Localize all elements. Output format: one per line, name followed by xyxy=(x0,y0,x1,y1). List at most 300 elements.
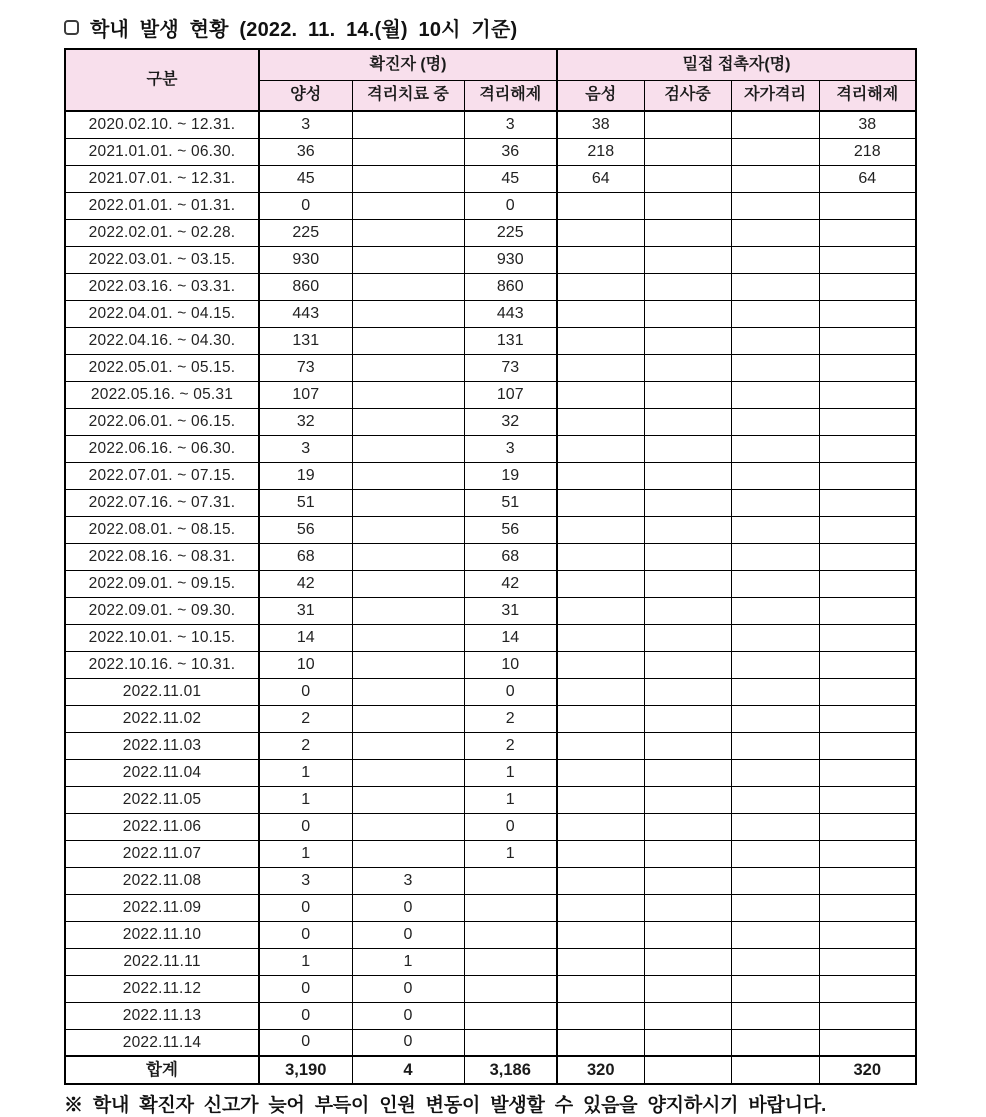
table-row xyxy=(65,381,916,408)
total-value-cell: 3,190 xyxy=(259,1056,352,1084)
value-cell xyxy=(557,408,644,435)
value-cell: 2 xyxy=(259,705,352,732)
value-cell: 0 xyxy=(259,192,352,219)
period-cell: 2022.09.01. ~ 09.30. xyxy=(65,597,259,624)
value-cell xyxy=(464,921,557,948)
table-header xyxy=(65,49,916,111)
value-cell xyxy=(819,1002,916,1029)
period-cell: 2022.05.16. ~ 05.31 xyxy=(65,381,259,408)
value-cell: 225 xyxy=(464,219,557,246)
total-value-cell: 4 xyxy=(352,1056,464,1084)
value-cell xyxy=(644,651,731,678)
footnote: ※ 학내 확진자 신고가 늦어 부득이 인원 변동이 발생할 수 있음을 양지하시기 바랍니다. xyxy=(64,1095,827,1116)
value-cell xyxy=(731,597,819,624)
value-cell xyxy=(644,138,731,165)
value-cell xyxy=(557,948,644,975)
value-cell xyxy=(352,111,464,138)
value-cell: 930 xyxy=(464,246,557,273)
table-row xyxy=(65,678,916,705)
value-cell: 19 xyxy=(464,462,557,489)
table-row xyxy=(65,300,916,327)
value-cell xyxy=(731,246,819,273)
value-cell xyxy=(352,192,464,219)
value-cell xyxy=(644,219,731,246)
period-cell: 2021.07.01. ~ 12.31. xyxy=(65,165,259,192)
value-cell: 860 xyxy=(259,273,352,300)
period-cell: 2022.07.16. ~ 07.31. xyxy=(65,489,259,516)
page-title-text: 학내 발생 현황 (2022. 11. 14.(월) 10시 기준) xyxy=(90,19,518,41)
period-cell: 2022.11.14 xyxy=(65,1029,259,1056)
value-cell xyxy=(644,975,731,1002)
period-cell: 2022.07.01. ~ 07.15. xyxy=(65,462,259,489)
table-row xyxy=(65,273,916,300)
value-cell: 31 xyxy=(259,597,352,624)
period-cell: 2022.11.12 xyxy=(65,975,259,1002)
value-cell xyxy=(731,948,819,975)
period-cell: 2022.11.03 xyxy=(65,732,259,759)
value-cell xyxy=(352,786,464,813)
value-cell xyxy=(644,624,731,651)
header-category: 구분 xyxy=(65,49,259,111)
period-cell: 2022.11.05 xyxy=(65,786,259,813)
table-row xyxy=(65,165,916,192)
table-row xyxy=(65,354,916,381)
table-row xyxy=(65,543,916,570)
value-cell xyxy=(731,921,819,948)
value-cell xyxy=(644,273,731,300)
value-cell: 3 xyxy=(259,435,352,462)
value-cell xyxy=(731,435,819,462)
value-cell xyxy=(731,300,819,327)
value-cell: 0 xyxy=(259,1002,352,1029)
table-row xyxy=(65,813,916,840)
value-cell xyxy=(557,462,644,489)
value-cell xyxy=(819,246,916,273)
period-cell: 2022.03.16. ~ 03.31. xyxy=(65,273,259,300)
campus-case-status-table xyxy=(64,48,917,1085)
value-cell: 68 xyxy=(464,543,557,570)
value-cell xyxy=(819,543,916,570)
value-cell xyxy=(819,1029,916,1056)
value-cell xyxy=(557,327,644,354)
value-cell xyxy=(819,921,916,948)
value-cell xyxy=(731,165,819,192)
value-cell xyxy=(731,381,819,408)
value-cell: 0 xyxy=(259,678,352,705)
value-cell xyxy=(819,192,916,219)
value-cell: 218 xyxy=(557,138,644,165)
value-cell: 14 xyxy=(259,624,352,651)
value-cell xyxy=(557,867,644,894)
value-cell xyxy=(557,219,644,246)
value-cell: 131 xyxy=(259,327,352,354)
value-cell xyxy=(731,138,819,165)
value-cell xyxy=(557,354,644,381)
value-cell xyxy=(352,705,464,732)
value-cell xyxy=(352,354,464,381)
rounded-square-outline-icon xyxy=(64,20,79,35)
period-cell: 2022.02.01. ~ 02.28. xyxy=(65,219,259,246)
value-cell xyxy=(352,246,464,273)
value-cell xyxy=(819,489,916,516)
value-cell: 0 xyxy=(464,813,557,840)
value-cell xyxy=(557,192,644,219)
value-cell xyxy=(464,948,557,975)
value-cell xyxy=(644,867,731,894)
value-cell xyxy=(644,813,731,840)
value-cell xyxy=(731,1002,819,1029)
value-cell xyxy=(819,597,916,624)
value-cell xyxy=(644,894,731,921)
value-cell xyxy=(644,705,731,732)
header-sub-contact-released: 격리해제 xyxy=(819,80,916,111)
value-cell xyxy=(557,813,644,840)
period-cell: 2022.11.01 xyxy=(65,678,259,705)
value-cell xyxy=(557,975,644,1002)
value-cell: 31 xyxy=(464,597,557,624)
table-row xyxy=(65,462,916,489)
value-cell xyxy=(557,651,644,678)
table-row xyxy=(65,921,916,948)
value-cell xyxy=(819,894,916,921)
value-cell xyxy=(731,516,819,543)
value-cell xyxy=(352,300,464,327)
value-cell: 68 xyxy=(259,543,352,570)
value-cell: 64 xyxy=(819,165,916,192)
value-cell xyxy=(819,516,916,543)
value-cell: 56 xyxy=(464,516,557,543)
value-cell: 0 xyxy=(352,975,464,1002)
value-cell xyxy=(731,894,819,921)
value-cell xyxy=(644,597,731,624)
value-cell xyxy=(352,516,464,543)
value-cell: 19 xyxy=(259,462,352,489)
value-cell xyxy=(557,489,644,516)
value-cell xyxy=(819,759,916,786)
value-cell: 443 xyxy=(259,300,352,327)
period-cell: 2022.11.06 xyxy=(65,813,259,840)
value-cell xyxy=(557,732,644,759)
value-cell xyxy=(644,327,731,354)
period-cell: 2022.06.16. ~ 06.30. xyxy=(65,435,259,462)
value-cell xyxy=(731,759,819,786)
value-cell xyxy=(464,1029,557,1056)
value-cell: 0 xyxy=(259,894,352,921)
value-cell xyxy=(819,273,916,300)
value-cell: 32 xyxy=(464,408,557,435)
period-cell: 2022.05.01. ~ 05.15. xyxy=(65,354,259,381)
value-cell xyxy=(819,786,916,813)
value-cell xyxy=(352,651,464,678)
table-row xyxy=(65,786,916,813)
value-cell xyxy=(352,813,464,840)
value-cell: 45 xyxy=(259,165,352,192)
value-cell xyxy=(644,543,731,570)
value-cell: 3 xyxy=(259,111,352,138)
value-cell: 51 xyxy=(464,489,557,516)
value-cell xyxy=(464,894,557,921)
value-cell xyxy=(731,462,819,489)
value-cell: 45 xyxy=(464,165,557,192)
value-cell: 225 xyxy=(259,219,352,246)
value-cell xyxy=(819,408,916,435)
value-cell: 3 xyxy=(259,867,352,894)
value-cell xyxy=(644,840,731,867)
value-cell xyxy=(819,327,916,354)
table-row xyxy=(65,651,916,678)
value-cell: 0 xyxy=(352,894,464,921)
value-cell: 0 xyxy=(352,1029,464,1056)
value-cell xyxy=(644,246,731,273)
value-cell xyxy=(819,678,916,705)
value-cell xyxy=(731,975,819,1002)
period-cell: 2022.08.01. ~ 08.15. xyxy=(65,516,259,543)
total-label-cell: 합계 xyxy=(65,1056,259,1084)
table-row xyxy=(65,138,916,165)
value-cell: 860 xyxy=(464,273,557,300)
value-cell xyxy=(819,732,916,759)
value-cell xyxy=(352,678,464,705)
value-cell xyxy=(557,786,644,813)
value-cell: 51 xyxy=(259,489,352,516)
header-sub-testing: 검사중 xyxy=(644,80,731,111)
header-sub-negative: 음성 xyxy=(557,80,644,111)
value-cell xyxy=(352,732,464,759)
value-cell: 0 xyxy=(464,678,557,705)
header-sub-positive: 양성 xyxy=(259,80,352,111)
value-cell xyxy=(352,165,464,192)
period-cell: 2022.04.01. ~ 04.15. xyxy=(65,300,259,327)
value-cell: 3 xyxy=(464,111,557,138)
value-cell xyxy=(819,300,916,327)
value-cell xyxy=(731,624,819,651)
value-cell xyxy=(557,543,644,570)
total-value-cell: 320 xyxy=(819,1056,916,1084)
value-cell xyxy=(557,1002,644,1029)
table-row xyxy=(65,489,916,516)
value-cell xyxy=(819,948,916,975)
value-cell: 107 xyxy=(259,381,352,408)
value-cell xyxy=(557,1029,644,1056)
value-cell: 1 xyxy=(259,948,352,975)
value-cell xyxy=(819,840,916,867)
value-cell xyxy=(557,246,644,273)
table-row xyxy=(65,705,916,732)
value-cell xyxy=(731,1029,819,1056)
value-cell: 36 xyxy=(259,138,352,165)
value-cell xyxy=(557,921,644,948)
period-cell: 2022.04.16. ~ 04.30. xyxy=(65,327,259,354)
table-row xyxy=(65,948,916,975)
value-cell xyxy=(352,138,464,165)
value-cell xyxy=(819,219,916,246)
table-row xyxy=(65,111,916,138)
value-cell: 0 xyxy=(259,1029,352,1056)
value-cell xyxy=(644,759,731,786)
value-cell xyxy=(644,732,731,759)
value-cell: 38 xyxy=(557,111,644,138)
value-cell xyxy=(557,300,644,327)
value-cell: 3 xyxy=(464,435,557,462)
table-row xyxy=(65,894,916,921)
value-cell: 1 xyxy=(464,786,557,813)
value-cell xyxy=(557,597,644,624)
period-cell: 2022.11.07 xyxy=(65,840,259,867)
period-cell: 2022.11.10 xyxy=(65,921,259,948)
value-cell xyxy=(731,867,819,894)
value-cell: 1 xyxy=(259,759,352,786)
value-cell: 107 xyxy=(464,381,557,408)
value-cell xyxy=(557,381,644,408)
value-cell: 38 xyxy=(819,111,916,138)
period-cell: 2022.03.01. ~ 03.15. xyxy=(65,246,259,273)
header-group-row xyxy=(65,49,916,80)
period-cell: 2022.08.16. ~ 08.31. xyxy=(65,543,259,570)
value-cell xyxy=(557,570,644,597)
period-cell: 2020.02.10. ~ 12.31. xyxy=(65,111,259,138)
value-cell: 0 xyxy=(259,921,352,948)
value-cell: 2 xyxy=(464,732,557,759)
value-cell: 2 xyxy=(464,705,557,732)
value-cell xyxy=(352,597,464,624)
value-cell xyxy=(731,408,819,435)
value-cell: 0 xyxy=(352,921,464,948)
period-cell: 2022.09.01. ~ 09.15. xyxy=(65,570,259,597)
value-cell xyxy=(557,435,644,462)
value-cell xyxy=(644,354,731,381)
table-row xyxy=(65,408,916,435)
value-cell xyxy=(819,705,916,732)
value-cell xyxy=(819,975,916,1002)
value-cell xyxy=(731,570,819,597)
value-cell xyxy=(819,435,916,462)
value-cell xyxy=(644,516,731,543)
value-cell xyxy=(557,516,644,543)
value-cell: 1 xyxy=(352,948,464,975)
value-cell xyxy=(644,111,731,138)
value-cell xyxy=(557,678,644,705)
period-cell: 2021.01.01. ~ 06.30. xyxy=(65,138,259,165)
table-row xyxy=(65,624,916,651)
period-cell: 2022.11.13 xyxy=(65,1002,259,1029)
value-cell: 32 xyxy=(259,408,352,435)
value-cell xyxy=(352,435,464,462)
table-row xyxy=(65,975,916,1002)
header-confirmed-group: 확진자 (명) xyxy=(259,49,557,80)
value-cell: 10 xyxy=(464,651,557,678)
value-cell: 0 xyxy=(259,975,352,1002)
table-row xyxy=(65,1002,916,1029)
value-cell: 1 xyxy=(259,786,352,813)
value-cell xyxy=(819,813,916,840)
value-cell xyxy=(644,489,731,516)
value-cell xyxy=(731,327,819,354)
value-cell xyxy=(644,165,731,192)
value-cell xyxy=(557,759,644,786)
total-value-cell: 320 xyxy=(557,1056,644,1084)
value-cell xyxy=(352,408,464,435)
table-row xyxy=(65,759,916,786)
table-row xyxy=(65,570,916,597)
header-sub-released: 격리해제 xyxy=(464,80,557,111)
value-cell xyxy=(644,948,731,975)
value-cell xyxy=(819,624,916,651)
value-cell: 42 xyxy=(259,570,352,597)
value-cell: 36 xyxy=(464,138,557,165)
value-cell xyxy=(731,354,819,381)
table-row xyxy=(65,435,916,462)
table-row xyxy=(65,597,916,624)
value-cell xyxy=(731,273,819,300)
value-cell xyxy=(819,381,916,408)
total-value-cell: 3,186 xyxy=(464,1056,557,1084)
value-cell xyxy=(644,1029,731,1056)
value-cell xyxy=(644,570,731,597)
table-row xyxy=(65,840,916,867)
value-cell xyxy=(352,489,464,516)
value-cell xyxy=(352,219,464,246)
page-title xyxy=(64,13,986,42)
value-cell: 2 xyxy=(259,732,352,759)
value-cell xyxy=(644,921,731,948)
value-cell xyxy=(644,192,731,219)
table-row xyxy=(65,732,916,759)
period-cell: 2022.06.01. ~ 06.15. xyxy=(65,408,259,435)
value-cell xyxy=(731,732,819,759)
value-cell xyxy=(352,624,464,651)
period-cell: 2022.11.09 xyxy=(65,894,259,921)
total-row xyxy=(65,1056,916,1084)
period-cell: 2022.10.01. ~ 10.15. xyxy=(65,624,259,651)
value-cell: 1 xyxy=(259,840,352,867)
value-cell xyxy=(731,651,819,678)
value-cell xyxy=(644,435,731,462)
value-cell xyxy=(644,462,731,489)
value-cell xyxy=(464,1002,557,1029)
value-cell xyxy=(731,840,819,867)
value-cell: 930 xyxy=(259,246,352,273)
value-cell xyxy=(819,651,916,678)
table-row xyxy=(65,327,916,354)
value-cell xyxy=(644,408,731,435)
value-cell: 131 xyxy=(464,327,557,354)
value-cell xyxy=(557,894,644,921)
value-cell xyxy=(644,300,731,327)
value-cell xyxy=(819,867,916,894)
value-cell: 218 xyxy=(819,138,916,165)
value-cell: 1 xyxy=(464,840,557,867)
table-row xyxy=(65,516,916,543)
value-cell xyxy=(352,381,464,408)
value-cell xyxy=(819,570,916,597)
period-cell: 2022.11.04 xyxy=(65,759,259,786)
value-cell xyxy=(731,678,819,705)
period-cell: 2022.11.08 xyxy=(65,867,259,894)
value-cell xyxy=(731,489,819,516)
value-cell: 0 xyxy=(352,1002,464,1029)
value-cell: 1 xyxy=(464,759,557,786)
table-row xyxy=(65,192,916,219)
table-body xyxy=(65,111,916,1056)
value-cell xyxy=(352,570,464,597)
total-value-cell xyxy=(644,1056,731,1084)
value-cell xyxy=(819,462,916,489)
value-cell xyxy=(731,219,819,246)
value-cell xyxy=(557,273,644,300)
value-cell xyxy=(352,273,464,300)
period-cell: 2022.10.16. ~ 10.31. xyxy=(65,651,259,678)
period-cell: 2022.11.02 xyxy=(65,705,259,732)
